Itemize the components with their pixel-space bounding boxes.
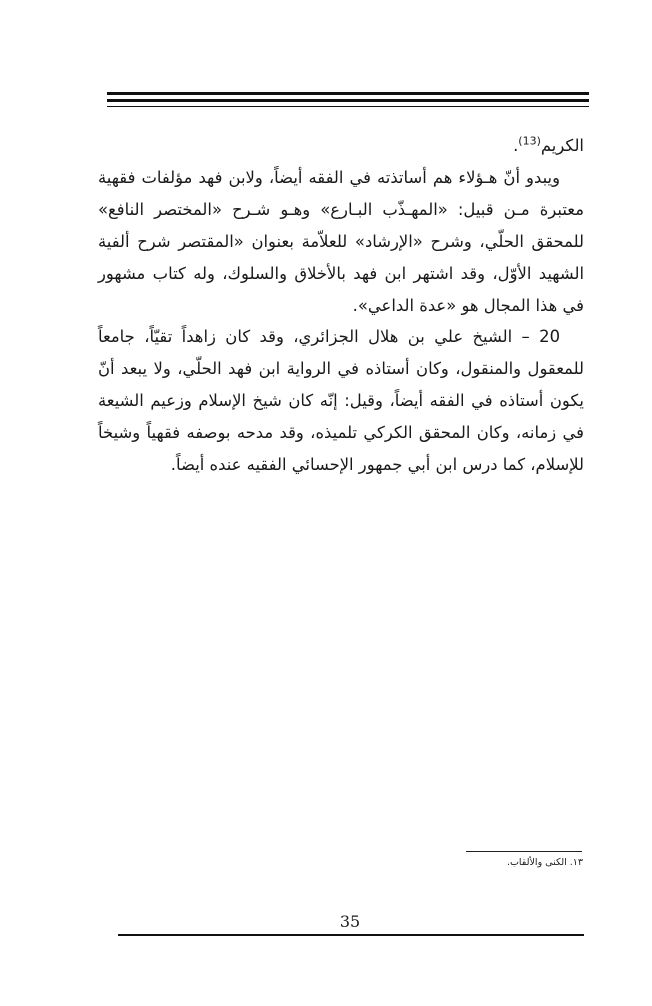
header-rule-bottom (107, 106, 589, 107)
paragraph-continuation (98, 130, 584, 162)
page-number: 35 (339, 912, 361, 931)
header-rule-middle (107, 99, 589, 102)
paragraph-item-20: 20 – الشيخ علي بن هلال الجزائري، وقد كان زاهداً تقيّاً، جامعاً للمعقول والمنقول، وكان أستاذه في الرواية ابن فهد الحلّي، ولا يبعد أنّ يكون أستاذه في الفقه أيضاً، وقيل: إنّه كان شيخ الإسلام وزعيم الشيعة في زمانه، وكان المحقق الكركي تلميذه، وقد مدحه بوصفه فقهياً وشيخاً للإسلام، كما درس ابن أبي جمهور الإحسائي الفقيه عنده أيضاً. (98, 327, 584, 475)
footnote-separator (466, 851, 582, 852)
footnote: ١٣. الكنى والألقاب. (506, 857, 583, 868)
main-text (98, 130, 584, 481)
header-rule-top (107, 92, 589, 95)
paragraph-end-mark: . (513, 136, 519, 155)
paragraph-teachers: ويبدو أنّ هـؤلاء هم أساتذته في الفقه أيضاً، ولابن فهد مؤلفات فقهية معتبرة مـن قبيل: «المهـذّب البـارع» وهـو شـرح «المختصر النافع» للمحقق الحلّي، وشرح «الإرشاد» للعلاّمة بعنوان «المقتصر شرح ألفية الشهيد الأوّل، وقد اشتهر ابن فهد بالأخلاق والسلوك، وله كتاب مشهور في هذا المجال هو «عدة الداعي». (98, 167, 584, 315)
footnote-reference: (13) (518, 134, 541, 148)
footer-rule (118, 934, 584, 936)
paragraph-text: الكريم (540, 136, 584, 155)
